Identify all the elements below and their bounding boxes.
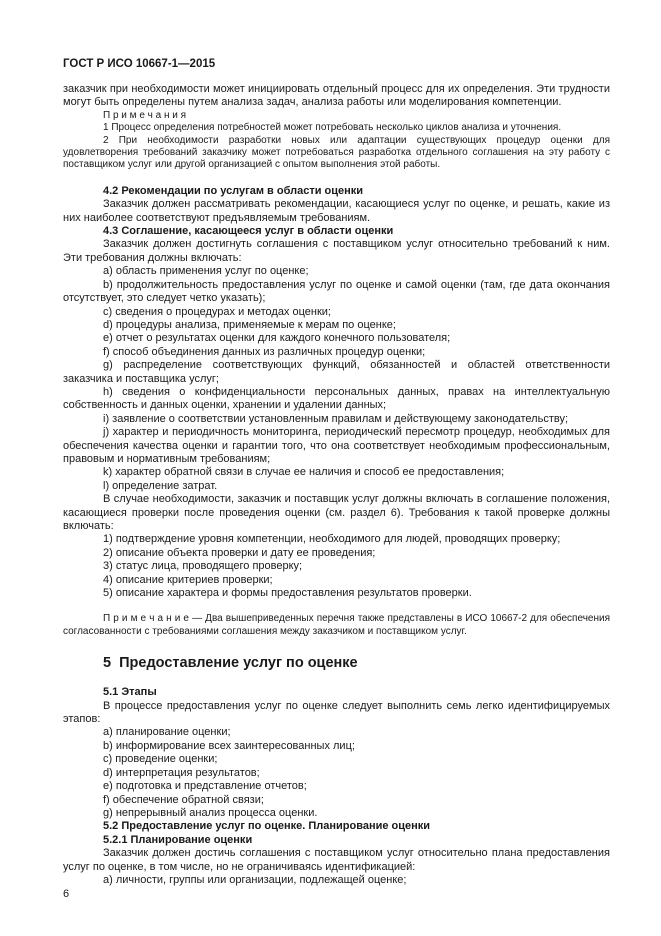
list-item: f) способ объединения данных из различных процедур оценки; (103, 345, 426, 358)
list-item: d) интерпретация результатов; (103, 766, 260, 779)
paragraph: В случае необходимости, заказчик и поставщик услуг должны включать в соглашение положения, касающиеся проверки после проведения оценки (см. раздел 6). Требования к такой проверке должны включать: (63, 493, 610, 532)
list-item: h) сведения о конфиденциальности персональных данных, правах на интеллектуальную собственность и данных оценки, хранении и удалении данных; (63, 385, 610, 412)
list-item: e) отчет о результатах оценки для каждого конечного пользователя; (103, 332, 451, 345)
list-item: 2) описание объекта проверки и дату ее проведения; (103, 546, 376, 559)
list-item: c) сведения о процедурах и методах оценки; (103, 305, 331, 318)
list-item: 4) описание критериев проверки; (103, 573, 273, 586)
list-item: 3) статус лица, проводящего проверку; (103, 560, 303, 573)
list-item: f) обеспечение обратной связи; (103, 793, 264, 806)
subsection-heading: 5.1 Этапы (103, 686, 157, 699)
list-item: i) заявление о соответствии установленным правилам и действующему законодательству; (103, 412, 569, 425)
paragraph: Заказчик должен рассматривать рекомендации, касающиеся услуг по оценке, и решать, какие из них наиболее соответствуют предъявляемым требованиям. (63, 198, 610, 224)
list-item: l) определение затрат. (103, 479, 218, 492)
subsection-heading: 5.2 Предоставление услуг по оценке. Планирование оценки (103, 820, 431, 833)
list-item: 1) подтверждение уровня компетенции, необходимого для людей, проводящих проверку; (103, 533, 561, 546)
list-item: k) характер обратной связи в случае ее наличия и способ ее предоставления; (103, 466, 505, 479)
list-item: g) непрерывный анализ процесса оценки. (103, 806, 318, 819)
list-item: a) личности, группы или организации, подлежащей оценке; (103, 873, 407, 886)
vertical-spacer (63, 172, 610, 185)
subsection-heading: 4.3 Соглашение, касающееся услуг в области оценки (103, 225, 394, 238)
list-item: c) проведение оценки; (103, 753, 218, 766)
subsection-heading: 4.2 Рекомендации по услугам в области оценки (103, 184, 364, 197)
note: П р и м е ч а н и е — Два вышеприведенных перечня также представлены в ИСО 10667-2 для обеспечения согласованности с требованиями соглашения между заказчиком и поставщиком услуг. (63, 613, 610, 637)
document-header-title: ГОСТ Р ИСО 10667-1—2015 (63, 58, 216, 70)
list-item: b) продолжительность предоставления услуг по оценке и самой оценки (там, где дата окончания отсутствует, это следует четко указать); (63, 278, 610, 305)
subsection-heading: 5.2.1 Планирование оценки (103, 833, 253, 846)
list-item: j) характер и периодичность мониторинга, периодический пересмотр процедур, необходимых для обеспечения качества оценки и гарантии того, что она соответствует необходимым профессиональным, правовым и нормативным требованиям; (63, 426, 610, 465)
document-content (63, 83, 610, 887)
page-number: 6 (63, 888, 70, 901)
list-item: a) планирование оценки; (103, 726, 231, 739)
list-item: 5) описание характера и формы предоставления результатов проверки. (103, 587, 472, 600)
list-item: d) процедуры анализа, применяемые к мерам по оценке; (103, 318, 396, 331)
vertical-spacer (63, 600, 610, 613)
list-item: b) информирование всех заинтересованных лиц; (103, 739, 355, 752)
paragraph: заказчик при необходимости может инициировать отдельный процесс для их определения. Эти трудности могут быть определены путем анализа задач, анализа работы или моделирования компетенции. (63, 83, 610, 109)
list-item: e) подготовка и представление отчетов; (103, 780, 307, 793)
paragraph: В процессе предоставления услуг по оценке следует выполнить семь легко идентифицируемых этапов: (63, 699, 610, 726)
note: 1 Процесс определения потребностей может потребовать несколько циклов анализа и уточнения. (103, 122, 562, 134)
list-item: a) область применения услуг по оценке; (103, 265, 309, 278)
paragraph: Заказчик должен достигнуть соглашения с поставщиком услуг относительно требований к ним. Эти требования должны включать: (63, 238, 610, 264)
note: 2 При необходимости разработки новых или адаптации существующих процедур оценки для удовлетворения требований заказчику может потребоваться разработка отдельного соглашения на эту работу с поставщиком услуг или другой организацией с опытом выполнения этой работы. (63, 134, 610, 171)
paragraph: Заказчик должен достичь соглашения с поставщиком услуг относительно плана предоставления услуг по оценке, в том числе, но не ограничиваясь идентификацией: (63, 847, 610, 873)
section-heading: 5 Предоставление услуг по оценке (103, 655, 358, 672)
list-item: g) распределение соответствующих функций, обязанностей и областей ответственности заказчика и поставщика услуг; (63, 359, 610, 385)
notes-label: П р и м е ч а н и я (103, 109, 187, 121)
